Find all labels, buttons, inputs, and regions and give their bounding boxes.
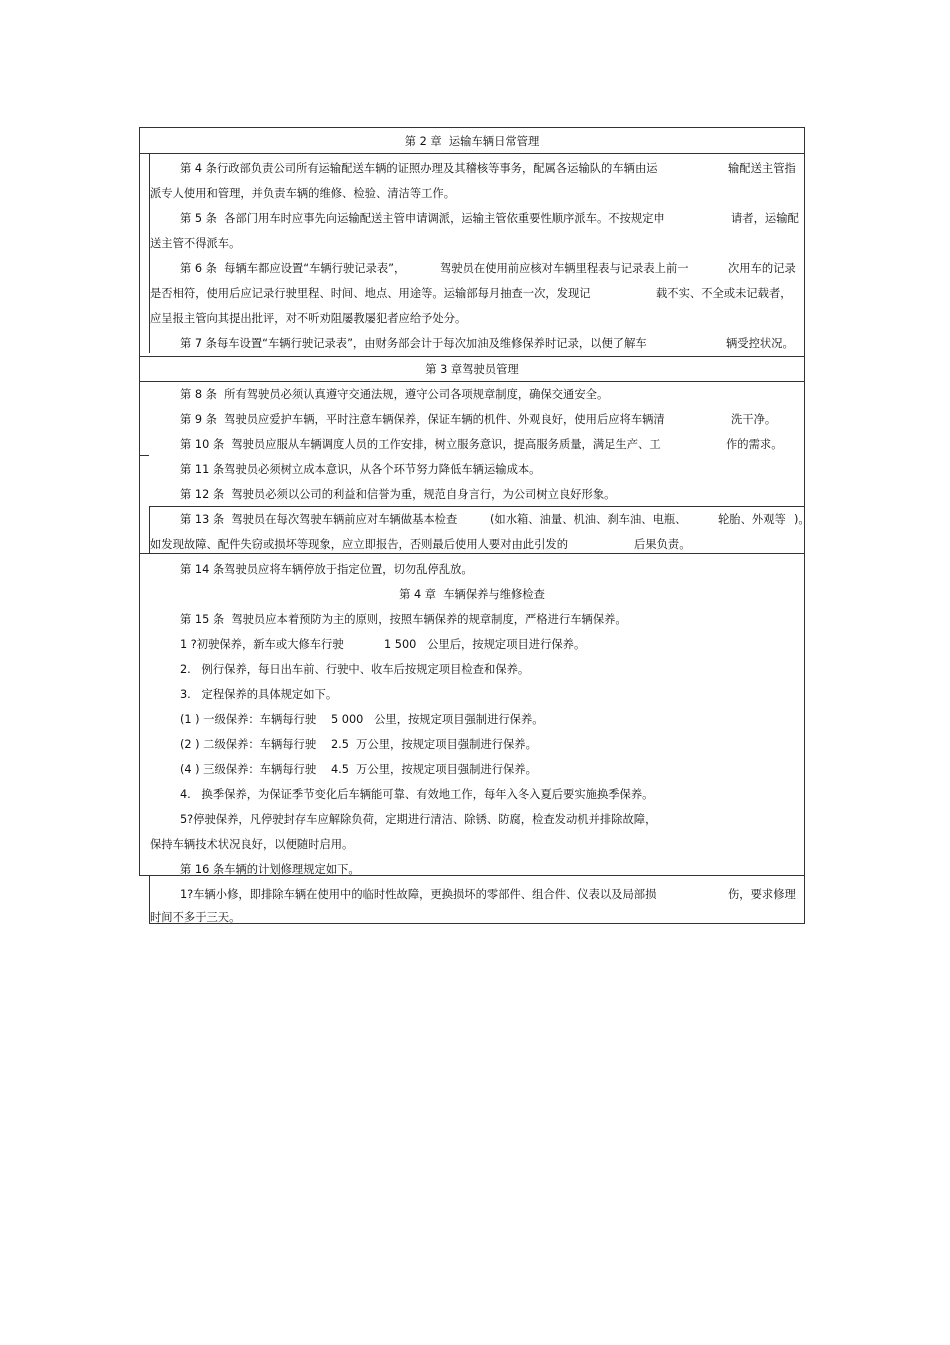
article-6-line-3: 应呈报主管向其提出批评，对不听劝阻屡教屡犯者应给予处分。 — [150, 312, 467, 325]
article-5-line-1: 第 5 条 各部门用车时应事先向运输配送主管申请调派，运输主管依重要性顺序派车。不按规定申 — [180, 212, 665, 225]
sub-item-1-end: 5 000 公里，按规定项目强制进行保养。 — [331, 713, 544, 726]
item-3: 3. 定程保养的具体规定如下。 — [180, 688, 338, 701]
article-16: 第 16 条车辆的计划修理规定如下。 — [180, 863, 360, 876]
article-10: 第 10 条 驾驶员应服从车辆调度人员的工作安排，树立服务意识，提高服务质量，满足生产、工 — [180, 438, 661, 451]
item-5-line-1: 5?停驶保养，凡停驶封存车应解除负荷，定期进行清洁、除锈、防腐，检查发动机并排除故障， — [180, 813, 657, 826]
article-13-line-2-end: 后果负责。 — [634, 538, 691, 551]
item-5-line-2: 保持车辆技术状况良好，以便随时启用。 — [150, 838, 354, 851]
article-11: 第 11 条驾驶员必须树立成本意识，从各个环节努力降低车辆运输成本。 — [180, 463, 541, 476]
article-13-line-1-mid: (如水箱、油量、机油、刹车油、电瓶、 — [490, 513, 687, 526]
repair-item-1-line-1: 1?车辆小修，即排除车辆在使用中的临时性故障，更换损坏的零部件、组合件、仪表以及局部损 — [180, 888, 657, 901]
item-4: 4. 换季保养，为保证季节变化后车辆能可靠、有效地工作，每年入冬入夏后要实施换季保养。 — [180, 788, 654, 801]
article-6-line-2-end: 载不实、不全或未记载者， — [656, 287, 792, 300]
article-13-line-1-end: 轮胎、外观等 — [718, 513, 786, 526]
sub-item-3: (4 ) 三级保养：车辆每行驶 — [180, 763, 317, 776]
chapter-2-title: 第 2 章 运输车辆日常管理 — [404, 135, 540, 148]
article-4-line-1-end: 输配送主管指 — [728, 162, 796, 175]
article-9-end: 洗干净。 — [731, 413, 777, 426]
article-9: 第 9 条 驾驶员应爱护车辆，平时注意车辆保养，保证车辆的机件、外观良好，使用后应将车辆清 — [180, 413, 665, 426]
article-7-line-1: 第 7 条每车设置“车辆行驶记录表”，由财务部会计于每次加油及维修保养时记录，以便了解车 — [180, 337, 647, 350]
article-4-line-1: 第 4 条行政部负责公司所有运输配送车辆的证照办理及其稽核等事务，配属各运输队的车辆由运 — [180, 162, 658, 175]
repair-item-1-line-1-end: 伤，要求修理 — [728, 888, 796, 901]
item-1-end: 1 500 公里后，按规定项目进行保养。 — [384, 638, 586, 651]
article-14: 第 14 条驾驶员应将车辆停放于指定位置，切勿乱停乱放。 — [180, 563, 473, 576]
article-6-line-1: 第 6 条 每辆车都应设置“车辆行驶记录表”， — [180, 262, 406, 275]
article-13-line-2: 如发现故障、配件失窃或损坏等现象，应立即报告，否则最后使用人要对由此引发的 — [150, 538, 568, 551]
article-13-line-1: 第 13 条 驾驶员在每次驾驶车辆前应对车辆做基本检查 — [180, 513, 458, 526]
article-13-line-1-close: )。 — [794, 513, 810, 526]
item-1: 1 ?初驶保养，新车或大修车行驶 — [180, 638, 344, 651]
article-4-line-2: 派专人使用和管理，并负责车辆的维修、检验、清洁等工作。 — [150, 187, 456, 200]
row-divider — [139, 455, 149, 456]
article-7-line-1-end: 辆受控状况。 — [726, 337, 794, 350]
article-6-line-2: 是否相符，使用后应记录行驶里程、时间、地点、用途等。运输部每月抽查一次，发现记 — [150, 287, 591, 300]
article-12: 第 12 条 驾驶员必须以公司的利益和信誉为重，规范自身言行，为公司树立良好形象。 — [180, 488, 616, 501]
sub-item-2: (2 ) 二级保养：车辆每行驶 — [180, 738, 317, 751]
article-6-line-1-end: 次用车的记录 — [728, 262, 796, 275]
chapter-4-title: 第 4 章 车辆保养与维修检查 — [399, 588, 545, 601]
article-5-line-1-end: 请者，运输配 — [731, 212, 799, 225]
article-10-end: 作的需求。 — [726, 438, 783, 451]
sub-item-2-end: 2.5 万公里，按规定项目强制进行保养。 — [331, 738, 537, 751]
article-5-line-2: 送主管不得派车。 — [150, 237, 241, 250]
repair-item-1-line-2: 时间不多于三天。 — [150, 911, 241, 924]
sub-item-3-end: 4.5 万公里，按规定项目强制进行保养。 — [331, 763, 537, 776]
item-2: 2. 例行保养，每日出车前、行驶中、收车后按规定项目检查和保养。 — [180, 663, 530, 676]
chapter-3-title: 第 3 章驾驶员管理 — [425, 363, 519, 376]
article-6-line-1-mid: 驾驶员在使用前应核对车辆里程表与记录表上前一 — [440, 262, 689, 275]
article-15: 第 15 条 驾驶员应本着预防为主的原则，按照车辆保养的规章制度，严格进行车辆保养。 — [180, 613, 627, 626]
sub-item-1: (1 ) 一级保养：车辆每行驶 — [180, 713, 317, 726]
article-8: 第 8 条 所有驾驶员必须认真遵守交通法规，遵守公司各项规章制度，确保交通安全。 — [180, 388, 609, 401]
